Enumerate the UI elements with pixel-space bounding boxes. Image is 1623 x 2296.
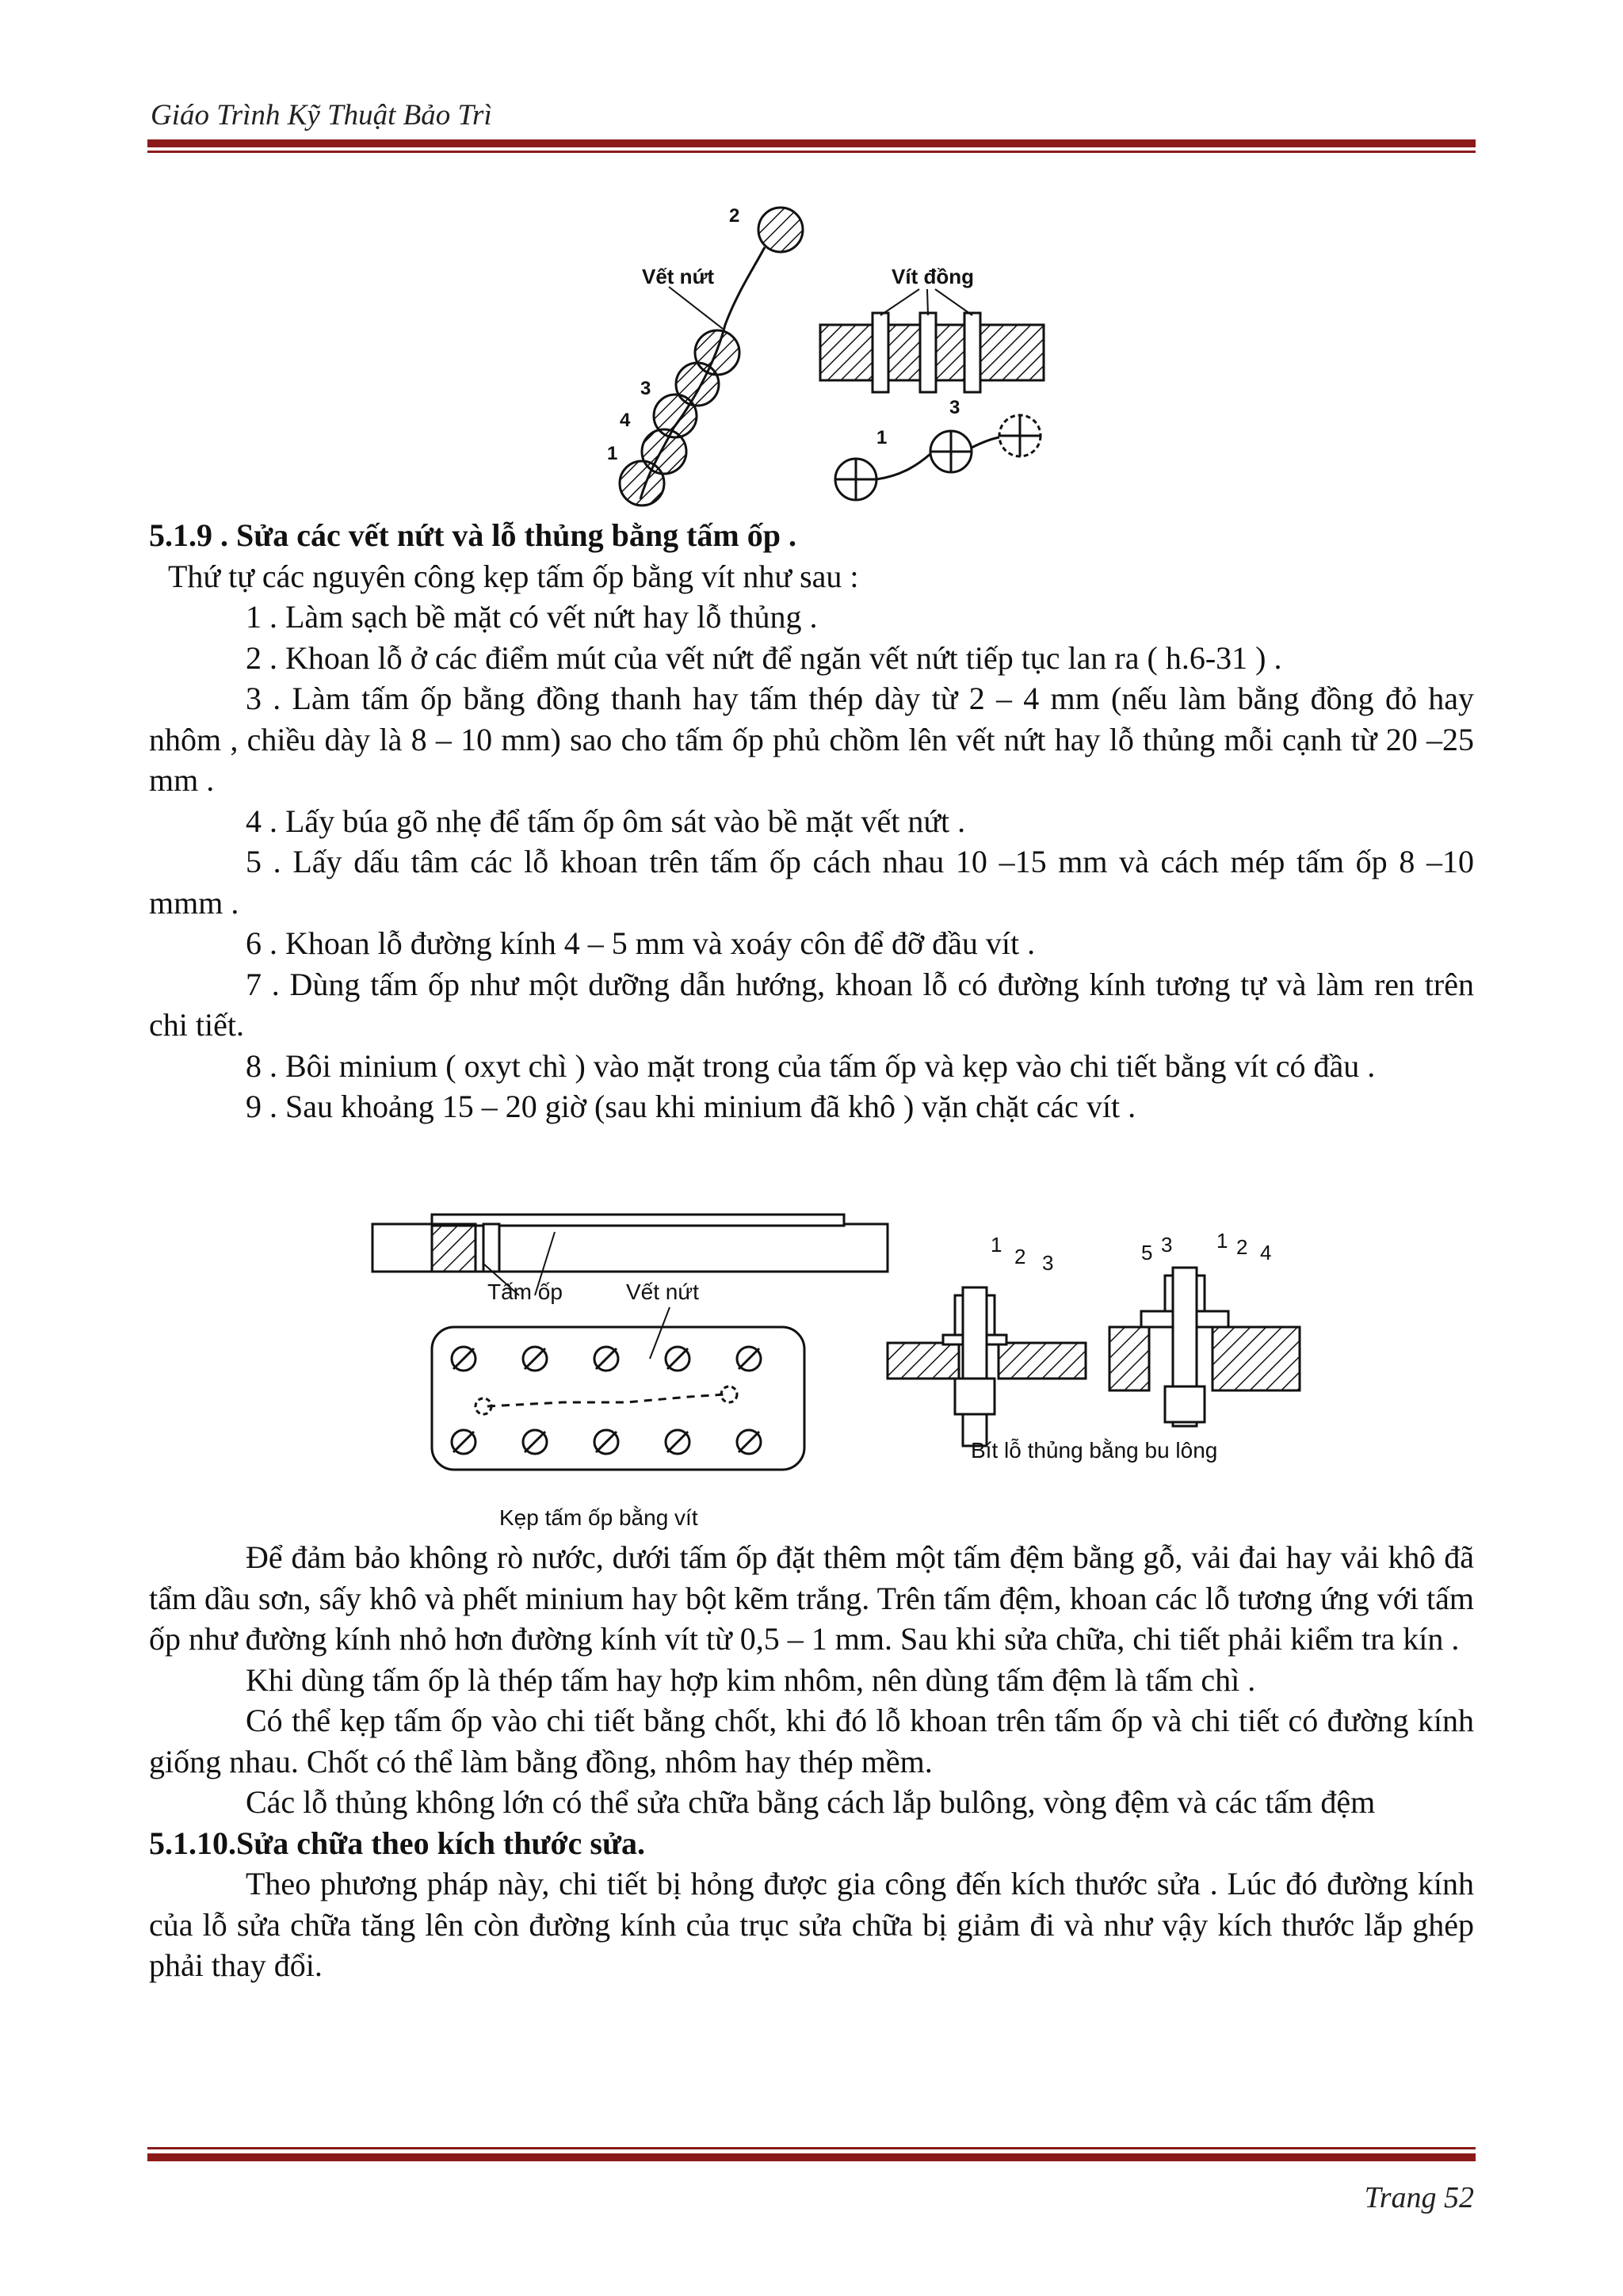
bolt2-num-3: 3 [1161,1233,1173,1257]
caption-bolt-plugging: Bít lỗ thủng bằng bu lông [971,1438,1218,1463]
clamp-plate-figure [357,1200,1371,1537]
fig1-num-1: 1 [607,443,618,464]
footer-rule-thick [147,2153,1476,2161]
fig1-right-num-1: 1 [876,427,888,448]
bolt2-num-4: 4 [1260,1241,1272,1264]
bolt-assembly-1 [888,1287,1086,1446]
header-rule-thick [147,139,1476,147]
paragraph-gasket: Để đảm bảo không rò nước, dưới tấm ốp đặt thêm một tấm đệm bằng gỗ, vải đai hay vải khô đã tẩm dầu sơn, sấy khô và phết minium hay bột kẽm trắng. Trên tấm đệm, khoan các lỗ tương ứng với tấm ốp như đường kính nhỏ hơn đường kính vít từ 0,5 – 1 mm. Sau khi sửa chữa, chi tiết phải kiểm tra kín . [149,1539,1474,1657]
bolt-assembly-2 [1109,1268,1300,1426]
step-1: 1 . Làm sạch bề mặt có vết nứt hay lỗ thủng . [246,599,818,635]
step-6: 6 . Khoan lỗ đường kính 4 – 5 mm và xoáy côn để đỡ đầu vít . [246,925,1036,961]
copper-screw-label: Vít đồng [892,265,974,288]
fig1-right-num-3: 3 [949,397,960,418]
bolt1-num-1: 1 [991,1233,1002,1257]
crack-circle-chain [620,208,803,505]
section-continued [149,1537,1474,1986]
step-4: 4 . Lấy búa gõ nhẹ để tấm ốp ôm sát vào bề mặt vết nứt . [246,803,966,839]
section-5-1-10-body: Theo phương pháp này, chi tiết bị hỏng được gia công đến kích thước sửa . Lúc đó đường kính của lỗ sửa chữa tăng lên còn đường kính của trục sửa chữa bị giảm đi và như vậy kích thước lắp ghép phải thay đổi. [149,1866,1474,1983]
bolt2-num-5: 5 [1141,1241,1153,1264]
crack-label: Vết nứt [642,265,715,288]
plate-section-view [372,1215,888,1272]
header-rule-thin [147,151,1476,153]
section-5-1-9 [149,515,1474,1127]
paragraph-lead: Khi dùng tấm ốp là thép tấm hay hợp kim nhôm, nên dùng tấm đệm là tấm chì . [246,1661,1256,1698]
step-8: 8 . Bôi minium ( oxyt chì ) vào mặt trong của tấm ốp và kẹp vào chi tiết bằng vít có đầu . [246,1047,1376,1084]
fig1-num-4: 4 [620,410,631,431]
section-5-1-9-intro: Thứ tự các nguyên công kẹp tấm ốp bằng vít như sau : [168,558,859,594]
screw-circles [835,415,1041,500]
step-5: 5 . Lấy dấu tâm các lỗ khoan trên tấm ốp cách nhau 10 –15 mm và cách mép tấm ốp 8 –10 mmm . [149,844,1474,921]
fig2-crack-label: Vết nứt [626,1280,699,1304]
bolt1-num-2: 2 [1014,1245,1026,1268]
footer-rule-thin [147,2147,1476,2149]
crack-repair-figure [586,190,1102,515]
bolt1-num-3: 3 [1042,1251,1054,1275]
screw-holes [452,1347,761,1454]
copper-screws [873,313,980,392]
paragraph-pin: Có thể kẹp tấm ốp vào chi tiết bằng chốt, khi đó lỗ khoan trên tấm ốp và chi tiết có đường kính giống nhau. Chốt có thể làm bằng đồng, nhôm hay thép mềm. [149,1703,1474,1779]
step-7: 7 . Dùng tấm ốp như một dưỡng dẫn hướng, khoan lỗ có đường kính tương tự và làm ren trên chi tiết. [149,966,1474,1043]
plate-label: Tấm ốp [487,1280,563,1304]
step-3: 3 . Làm tấm ốp bằng đồng thanh hay tấm thép dày từ 2 – 4 mm (nếu làm bằng đồng đỏ hay nhôm , chiều dày là 8 – 10 mm) sao cho tấm ốp phủ chồm lên vết nứt hay lỗ thủng mỗi cạnh từ 20 –25 mm . [149,681,1474,798]
fig1-num-3: 3 [640,378,651,399]
paragraph-small-holes: Các lỗ thủng không lớn có thể sửa chữa bằng cách lắp bulông, vòng đệm và các tấm đệm [246,1784,1376,1820]
step-2: 2 . Khoan lỗ ở các điểm mút của vết nứt để ngăn vết nứt tiếp tục lan ra ( h.6-31 ) . [246,639,1282,676]
section-5-1-9-heading: 5.1.9 . Sửa các vết nứt và lỗ thủng bằng tấm ốp . [149,517,796,553]
section-5-1-10-heading: 5.1.10.Sửa chữa theo kích thước sửa. [149,1825,645,1861]
bolt2-num-2: 2 [1236,1235,1248,1259]
caption-clamp-plate: Kẹp tấm ốp bằng vít [499,1505,698,1530]
bolt2-num-1: 1 [1216,1229,1228,1253]
step-9: 9 . Sau khoảng 15 – 20 giờ (sau khi minium đã khô ) vặn chặt các vít . [246,1089,1136,1124]
fig1-num-2: 2 [729,205,740,227]
header-title: Giáo Trình Kỹ Thuật Bảo Trì [151,99,492,132]
crack-dashed [487,1394,725,1406]
page-number: Trang 52 [1364,2181,1474,2214]
